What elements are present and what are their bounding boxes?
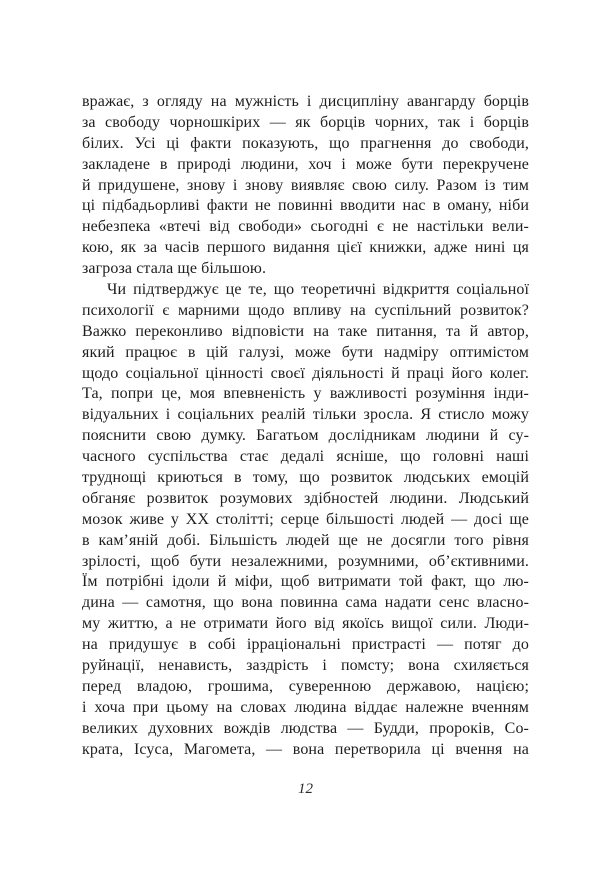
text-line: в кам’яній добі. Більшість людей ще не досягли того рівня (82, 531, 529, 549)
text-line: Та, попри це, моя впевненість у важливості розуміння інди- (82, 385, 529, 403)
text-line: Чи підтверджує це те, що теоретичні відкриття соціальної (107, 281, 529, 299)
text-line: білих. Усі ці факти показують, що прагнення до свободи, (82, 134, 529, 152)
text-line: відуальних і соціальних реалій тільки зросла. Я стисло можу (82, 406, 529, 424)
text-line: руйнації, ненависть, заздрість і помсту; вона схиляється (82, 657, 529, 675)
text-line: Важко переконливо відповісти на таке питання, та й автор, (82, 322, 529, 340)
paragraph (82, 280, 529, 760)
text-line: небезпека «втечі від свободи» сьогодні є не настільки вели- (82, 218, 529, 236)
text-line: обганяє розвиток розумових здібностей людини. Людський (82, 489, 529, 507)
text-line: і хоча при цьому на словах людина віддає належне вченням (82, 698, 529, 716)
text-line: загроза стала ще більшою. (82, 260, 267, 278)
text-line: який працює в цій галузі, може бути надміру оптимістом (82, 343, 529, 361)
text-line: за свободу чорношкірих — як борців чорних, так і борців (82, 113, 529, 131)
text-line: вражає, з огляду на мужність і дисципліну авангарду борців (82, 93, 529, 110)
text-line: кою, як за часів першого видання цієї книжки, адже нині ця (82, 239, 529, 257)
paragraph (82, 92, 529, 280)
text-line: й придушене, знову і знову виявляє свою силу. Разом із тим (82, 176, 529, 194)
text-line: на придушує в собі ірраціональні пристрасті — потяг до (82, 636, 529, 654)
text-line: Їм потрібні ідоли й міфи, щоб витримати той факт, що лю- (82, 573, 529, 591)
text-line: перед владою, грошима, суверенною державою, нацією; (82, 677, 529, 695)
text-line: ці підбадьорливі факти не повинні вводити нас в оману, ніби (82, 197, 529, 215)
text-line: психології є марними щодо впливу на суспільний розвиток? (82, 301, 529, 319)
body-text (82, 92, 529, 761)
text-line: пояснити свою думку. Багатьом дослідникам людини й су- (82, 427, 529, 445)
text-line: часного суспільства стає дедалі ясніше, що головні наші (82, 448, 529, 466)
text-line: дина — самотня, що вона повинна сама надати сенс власно- (82, 594, 529, 612)
text-line: крата, Ісуса, Магомета, — вона перетворила ці вчення на (82, 740, 529, 758)
text-line: зрілості, щоб бути незалежними, розумними, об’єктивними. (82, 552, 529, 570)
text-line: мозок живе у XX столітті; серце більшості людей — досі ще (82, 510, 529, 528)
page-number: 12 (298, 781, 313, 797)
text-line: щодо соціальної цінності своєї діяльності й праці його колег. (82, 364, 529, 382)
text-line: великих духовних вождів людства — Будди, пророків, Со- (82, 719, 529, 737)
text-line: му життю, а не отримати його від якоїсь вищої сили. Люди- (82, 615, 529, 633)
text-line: закладене в природі людини, хоч і може бути перекручене (82, 155, 529, 173)
text-line: труднощі криються в тому, що розвиток людських емоцій (82, 469, 529, 487)
